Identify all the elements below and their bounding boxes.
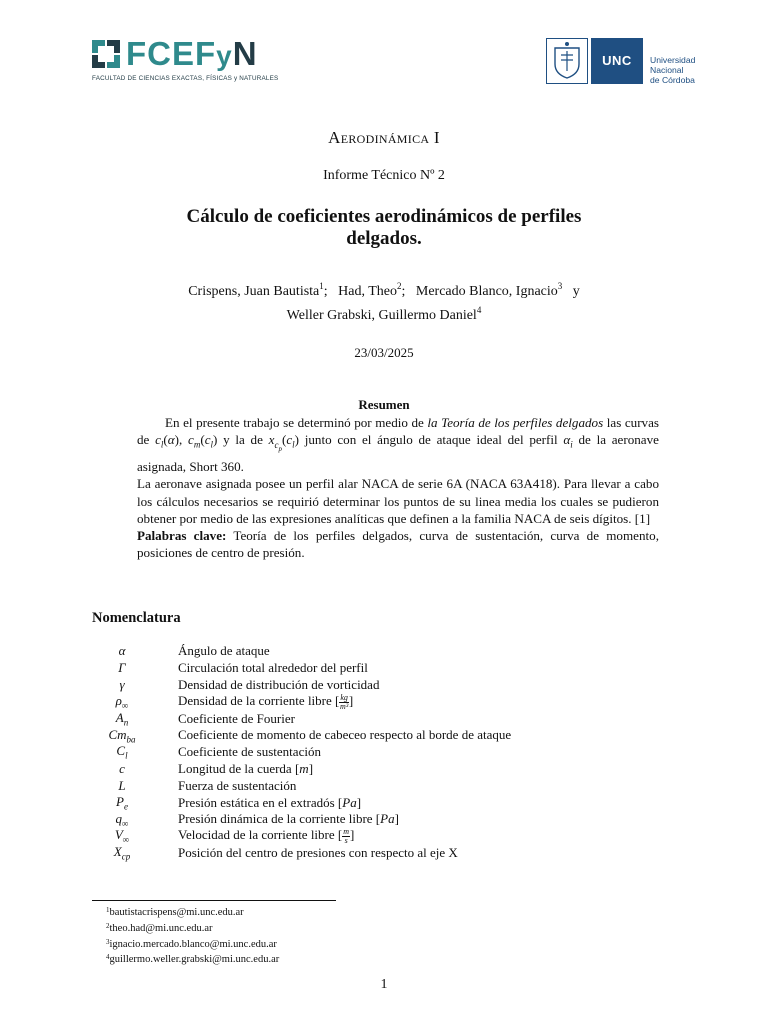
nomenclature-symbol: γ bbox=[119, 676, 125, 692]
footnote-mark: 1 bbox=[319, 281, 324, 291]
title-line: Cálculo de coeficientes aerodinámicos de perfiles bbox=[186, 206, 582, 227]
nomenclature-row bbox=[92, 643, 692, 660]
footnotes bbox=[106, 904, 279, 967]
nomenclature-row bbox=[92, 660, 692, 677]
unc-name-line: Nacional bbox=[650, 65, 684, 75]
nomenclature-description: Densidad de distribución de vorticidad bbox=[178, 676, 380, 692]
abstract-emphasis: la Teoría de los perfiles delgados bbox=[427, 415, 604, 430]
nomenclature-description: Densidad de la corriente libre [ $\frac{kg}{\text{m³}}$ ] bbox=[178, 692, 354, 711]
report-number: Informe Técnico Nº 2 bbox=[323, 168, 445, 183]
author-name: Mercado Blanco, Ignacio bbox=[415, 284, 558, 299]
unc-name-line: de Córdoba bbox=[650, 75, 695, 85]
unc-seal-icon bbox=[546, 38, 588, 84]
abstract-text: de la aeronave asignada, Short 360. bbox=[137, 432, 659, 474]
unc-logo bbox=[546, 38, 716, 86]
nomenclature-row bbox=[92, 693, 692, 710]
nomenclature-row bbox=[92, 710, 692, 727]
nomenclature-symbol: $Cm_{ba}$ bbox=[108, 726, 136, 745]
nomenclature-row bbox=[92, 677, 692, 694]
nomenclature-description: Posición del centro de presiones con respecto al eje X bbox=[178, 844, 458, 860]
abstract-paragraph: En el presente trabajo se determinó por medio de la Teoría de los perfiles delgados las curvas de $c_l(\alpha)$, $c_m(c_l)$ y la de $x_{c_p}(c_l)$ junto con el ángulo de ataque ideal del perfil $\alpha_i$ de la aeronave asignada, Short 360. bbox=[137, 415, 660, 474]
footnote-mark: 2 bbox=[397, 281, 402, 291]
nomenclature-row bbox=[92, 777, 692, 794]
nomenclature-list bbox=[92, 643, 692, 861]
keywords-text: Teoría de los perfiles delgados, curva de sustentación, curva de momento, posiciones de centro de presión. bbox=[137, 528, 659, 561]
author-name: Weller Grabski, Guillermo Daniel bbox=[286, 308, 477, 323]
fcefyn-logo bbox=[92, 36, 292, 86]
abstract-text: junto con el ángulo de ataque ideal del perfil bbox=[299, 432, 564, 448]
keywords bbox=[137, 527, 659, 562]
nomenclature-symbol: $X_{cp}$ bbox=[113, 844, 131, 862]
footnote: $^4$guillermo.weller.grabski@mi.unc.edu.ar bbox=[106, 953, 280, 966]
abstract-body bbox=[137, 414, 659, 562]
abstract-text: las curvas de bbox=[137, 415, 660, 448]
course-name: Aerodinámica I bbox=[328, 128, 440, 147]
paper-title bbox=[0, 206, 768, 250]
nomenclature-symbol: L bbox=[118, 777, 126, 793]
nomenclature-description: Presión dinámica de la corriente libre [Pa] bbox=[178, 811, 399, 827]
nomenclature-symbol: c bbox=[119, 760, 125, 776]
abstract-text: y la de bbox=[217, 432, 269, 448]
keywords-label: Palabras clave: bbox=[137, 528, 227, 544]
unc-abbr: UNC bbox=[591, 38, 643, 84]
nomenclature-row bbox=[92, 744, 692, 761]
nomenclature-row bbox=[92, 794, 692, 811]
nomenclature-description: Longitud de la cuerda [m] bbox=[178, 760, 314, 776]
unc-name bbox=[650, 55, 695, 85]
nomenclature-symbol: $V_\infty$ bbox=[114, 827, 130, 845]
nomenclature-description: Coeficiente de Fourier bbox=[178, 710, 295, 726]
footnote: $^3$ignacio.mercado.blanco@mi.unc.edu.ar bbox=[106, 937, 277, 950]
footnote-mark: 3 bbox=[557, 281, 563, 291]
author-conjunction: y bbox=[572, 284, 580, 299]
nomenclature-description: Coeficiente de momento de cabeceo respecto al borde de ataque bbox=[178, 727, 512, 743]
nomenclature-description: Coeficiente de sustentación bbox=[178, 744, 321, 760]
nomenclature-heading: Nomenclatura bbox=[92, 610, 181, 626]
footnote: $^2$theo.had@mi.unc.edu.ar bbox=[106, 921, 213, 934]
page-number: 1 bbox=[380, 977, 388, 992]
nomenclature-description: Velocidad de la corriente libre [ $\frac{m}{s}$ ] bbox=[178, 826, 355, 845]
nomenclature-description: Circulación total alrededor del perfil bbox=[178, 660, 368, 676]
nomenclature-symbol: Γ bbox=[118, 660, 126, 676]
nomenclature-row bbox=[92, 727, 692, 744]
authors: Crispens, Juan Bautista$^1$; Had, Theo$^2$; Mercado Blanco, Ignacio$^3$ y Weller Grabski, Guillermo Daniel$^4$ bbox=[188, 281, 580, 323]
nomenclature-symbol: α bbox=[118, 643, 126, 659]
footnote-mark: 4 bbox=[476, 305, 482, 315]
title-line: delgados. bbox=[346, 228, 422, 249]
nomenclature-symbol: $\rho_\infty$ bbox=[115, 693, 129, 711]
nomenclature-symbol: $P_e$ bbox=[116, 793, 128, 812]
author-name: Had, Theo bbox=[338, 284, 397, 299]
nomenclature-row bbox=[92, 845, 692, 862]
unc-name-line: Universidad bbox=[650, 55, 696, 65]
nomenclature-description: Fuerza de sustentación bbox=[178, 777, 297, 793]
fcefyn-emblem-icon bbox=[92, 38, 124, 72]
fcefyn-subtitle: FACULTAD DE CIENCIAS EXACTAS, FÍSICAS y NATURALES bbox=[92, 75, 279, 82]
footnote: $^1$bautistacrispens@mi.unc.edu.ar bbox=[106, 906, 244, 918]
paper-date: 23/03/2025 bbox=[354, 345, 414, 360]
abstract-paragraph: La aeronave asignada posee un perfil alar NACA de serie 6A (NACA 63A418). Para llevar a cabo los cálculos necesarios se requirió determinar los puntos de su linea media los cuales se pudieron obtener por medio de las expresiones analíticas que definen a la familia NACA de seis dígitos. [1] bbox=[137, 476, 659, 526]
abstract-heading: Resumen bbox=[358, 397, 410, 412]
nomenclature-symbol: $C_l$ bbox=[116, 743, 128, 761]
abstract-text: En el presente trabajo se determinó por medio de bbox=[165, 415, 428, 430]
author-name: Crispens, Juan Bautista bbox=[188, 284, 320, 299]
nomenclature-description: Presión estática en el extradós [Pa] bbox=[178, 794, 362, 810]
nomenclature-symbol: $A_n$ bbox=[115, 709, 129, 728]
nomenclature-row bbox=[92, 761, 692, 778]
footnote-divider bbox=[92, 900, 336, 901]
nomenclature-description: Ángulo de ataque bbox=[178, 643, 270, 659]
nomenclature-row bbox=[92, 828, 692, 845]
fcefyn-wordmark: FCEFyN bbox=[126, 35, 258, 72]
nomenclature-symbol: $q_\infty$ bbox=[115, 810, 129, 829]
nomenclature-row bbox=[92, 811, 692, 828]
